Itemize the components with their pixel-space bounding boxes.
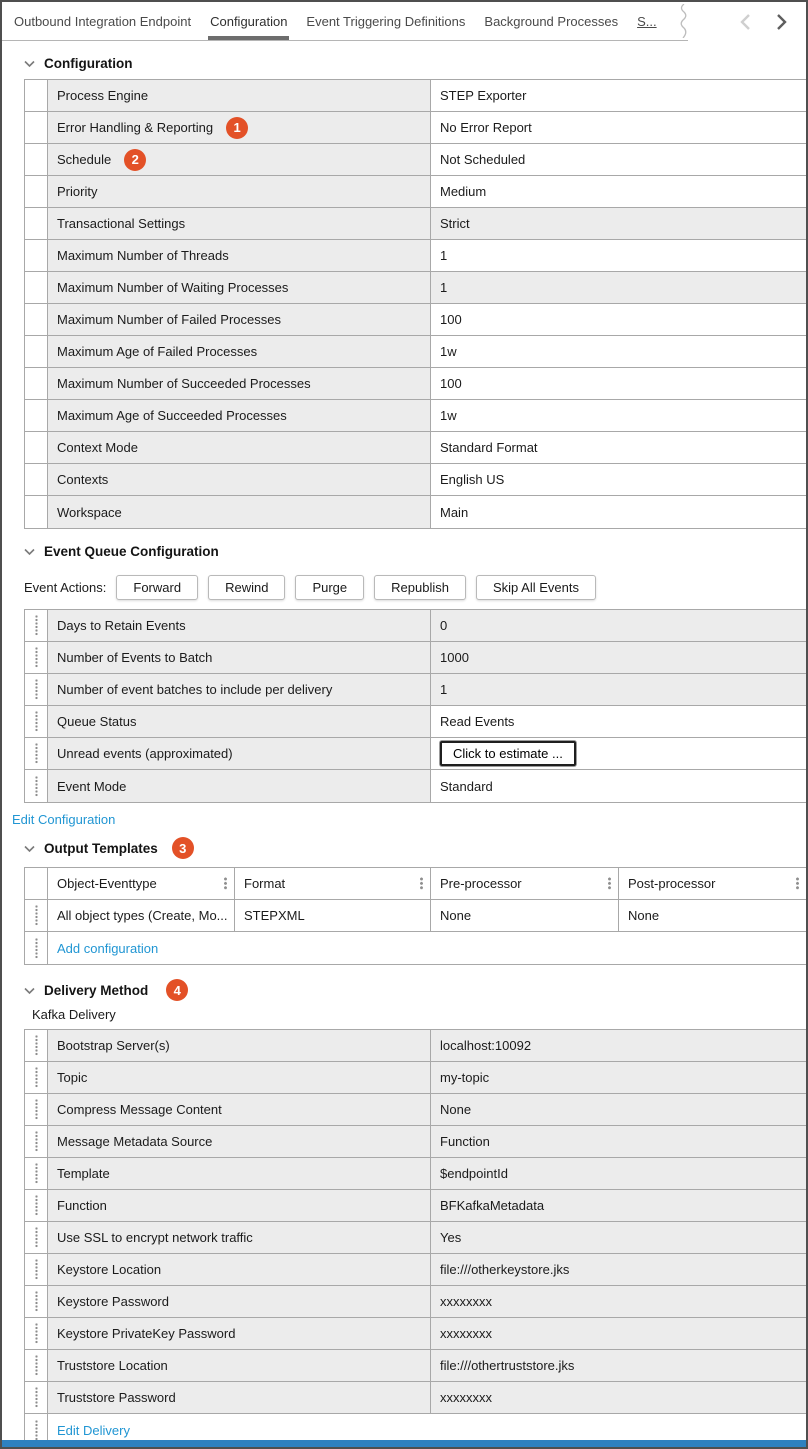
table-row: [25, 336, 806, 368]
row-label: [48, 368, 431, 399]
row-gutter: [25, 240, 48, 271]
row-value[interactable]: Standard: [440, 778, 493, 794]
row-label: [48, 610, 431, 641]
drag-handle[interactable]: [25, 610, 48, 641]
drag-dots-icon: [35, 679, 38, 700]
drag-handle[interactable]: [25, 900, 48, 931]
row-label: [48, 336, 431, 367]
row-value[interactable]: $endpointId: [431, 1158, 806, 1189]
table-row: [25, 1158, 806, 1190]
drag-handle[interactable]: [25, 1286, 48, 1317]
drag-dots-icon: [35, 1355, 38, 1376]
drag-dots-icon: [35, 743, 38, 764]
table-row: [25, 368, 806, 400]
column-menu-icon[interactable]: [224, 877, 227, 890]
skip-all-events-button[interactable]: Skip All Events: [476, 575, 596, 600]
tab-event-triggering-definitions[interactable]: Event Triggering Definitions: [306, 13, 466, 29]
drag-dots-icon: [35, 711, 38, 732]
row-value[interactable]: Main: [440, 504, 469, 520]
row-gutter: [25, 144, 48, 175]
click-to-estimate-button[interactable]: Click to estimate ...: [440, 741, 576, 766]
tab-bar: [2, 2, 806, 41]
section-configuration-header: [2, 41, 806, 79]
drag-dots-icon: [35, 1195, 38, 1216]
drag-dots-icon: [35, 938, 38, 959]
table-row: [25, 1062, 806, 1094]
drag-handle[interactable]: [25, 1414, 48, 1440]
row-label-text: Template: [57, 1166, 110, 1181]
row-value[interactable]: 100: [440, 312, 462, 327]
row-label: [48, 208, 431, 239]
row-gutter: [25, 208, 48, 239]
drag-handle[interactable]: [25, 1222, 48, 1253]
row-value[interactable]: my-topic: [431, 1062, 806, 1093]
row-label: [48, 674, 431, 705]
column-header-object-eventtype[interactable]: [48, 868, 235, 899]
column-menu-icon[interactable]: [420, 877, 423, 890]
tab-scrollers: [734, 2, 806, 41]
event-actions-bar: [2, 567, 806, 609]
add-configuration-link[interactable]: Add configuration: [57, 940, 159, 956]
collapse-event-queue-icon[interactable]: [24, 544, 35, 559]
row-gutter: [25, 400, 48, 431]
scroll-tabs-left-icon[interactable]: [734, 9, 756, 35]
tab-background-processes[interactable]: Background Processes: [484, 13, 619, 29]
row-value[interactable]: file:///otherkeystore.jks: [431, 1254, 806, 1285]
row-value[interactable]: xxxxxxxx: [431, 1382, 806, 1413]
table-row: [25, 432, 806, 464]
row-label-text: Function: [57, 1198, 107, 1213]
table-row: [25, 674, 806, 706]
drag-handle[interactable]: [25, 1126, 48, 1157]
row-gutter: [25, 496, 48, 528]
step-badge-2: 2: [124, 149, 146, 171]
row-label-text: Number of event batches to include per delivery: [57, 682, 333, 697]
row-label: [48, 272, 431, 303]
column-header-format[interactable]: [235, 868, 431, 899]
row-label: [48, 304, 431, 335]
row-gutter: [25, 336, 48, 367]
scroll-tabs-right-icon[interactable]: [770, 9, 792, 35]
table-row: [25, 610, 806, 642]
section-title: Event Queue Configuration: [44, 544, 219, 559]
section-delivery-method-header: [2, 965, 806, 1006]
row-value[interactable]: 1w: [440, 408, 457, 423]
row-label: [48, 496, 431, 528]
edit-configuration-link[interactable]: Edit Configuration: [12, 812, 116, 827]
drag-dots-icon: [35, 615, 38, 636]
row-value[interactable]: xxxxxxxx: [431, 1318, 806, 1349]
object-eventtype-cell[interactable]: All object types (Create, Mo...: [48, 900, 235, 931]
drag-dots-icon: [35, 776, 38, 797]
table-row: [25, 1318, 806, 1350]
table-row: [25, 464, 806, 496]
row-value[interactable]: Strict: [431, 208, 806, 239]
table-row: [25, 144, 806, 176]
row-label: [48, 80, 431, 111]
row-value[interactable]: STEP Exporter: [440, 88, 527, 103]
row-label-text: Use SSL to encrypt network traffic: [57, 1230, 253, 1245]
row-value[interactable]: 1: [431, 674, 806, 705]
row-gutter: [25, 464, 48, 495]
table-row: [25, 706, 806, 738]
tab-strip: [2, 2, 688, 41]
output-templates-table: [24, 867, 806, 965]
row-value[interactable]: No Error Report: [440, 120, 532, 135]
column-menu-icon[interactable]: [796, 877, 799, 890]
section-title: Output Templates: [44, 840, 158, 856]
drag-dots-icon: [35, 1323, 38, 1344]
row-label-text: Schedule: [57, 152, 112, 167]
row-value[interactable]: 1: [440, 248, 448, 263]
row-label: [48, 1158, 431, 1189]
purge-button[interactable]: Purge: [295, 575, 364, 600]
row-label-text: Maximum Number of Failed Processes: [57, 312, 281, 327]
column-header-text: Format: [244, 876, 286, 891]
drag-handle[interactable]: [25, 770, 48, 802]
format-cell[interactable]: STEPXML: [235, 900, 431, 931]
row-value[interactable]: localhost:10092: [431, 1030, 806, 1061]
delivery-table: [24, 1029, 806, 1440]
row-label-text: Compress Message Content: [57, 1102, 222, 1117]
row-label-text: Maximum Number of Succeeded Processes: [57, 376, 311, 391]
row-label: [48, 112, 431, 143]
row-value[interactable]: 0: [431, 610, 806, 641]
row-label-text: Contexts: [57, 472, 109, 487]
row-label-text: Maximum Number of Waiting Processes: [57, 280, 289, 295]
row-gutter: [25, 112, 48, 143]
row-label-text: Error Handling & Reporting: [57, 120, 214, 135]
row-label-text: Truststore Location: [57, 1358, 168, 1373]
table-row: [25, 1126, 806, 1158]
row-gutter: [25, 432, 48, 463]
row-label: [48, 1222, 431, 1253]
row-label: [48, 1286, 431, 1317]
row-gutter: [25, 304, 48, 335]
drag-dots-icon: [35, 1035, 38, 1056]
row-value[interactable]: English US: [440, 472, 505, 487]
torn-edge-icon: [678, 2, 688, 40]
row-label: [48, 1190, 431, 1221]
edit-delivery-row: [25, 1414, 806, 1440]
table-row: [25, 80, 806, 112]
section-event-queue-header: [2, 529, 806, 567]
row-gutter: [25, 176, 48, 207]
row-label-text: Process Engine: [57, 88, 149, 103]
pre-processor-cell[interactable]: None: [431, 900, 619, 931]
column-header-text: Object-Eventtype: [57, 876, 157, 891]
row-label-text: Days to Retain Events: [57, 618, 186, 633]
row-label: [48, 642, 431, 673]
drag-handle[interactable]: [25, 1158, 48, 1189]
row-label-text: Number of Events to Batch: [57, 650, 213, 665]
section-title: Delivery Method: [44, 982, 149, 998]
drag-dots-icon: [35, 1067, 38, 1088]
row-label: [48, 1094, 431, 1125]
tab-configuration[interactable]: Configuration: [210, 2, 287, 40]
tab-outbound-integration-endpoint[interactable]: Outbound Integration Endpoint: [14, 13, 192, 29]
row-label-text: Maximum Age of Succeeded Processes: [57, 408, 287, 423]
row-value[interactable]: Read Events: [440, 714, 515, 729]
row-label: [48, 144, 431, 175]
table-row: [25, 738, 806, 770]
drag-dots-icon: [35, 1131, 38, 1152]
row-label-text: Maximum Number of Threads: [57, 248, 229, 263]
row-value: [431, 738, 806, 769]
row-label: [48, 1382, 431, 1413]
row-label-text: Bootstrap Server(s): [57, 1038, 170, 1053]
republish-button[interactable]: Republish: [374, 575, 466, 600]
drag-dots-icon: [35, 1163, 38, 1184]
table-row: [25, 240, 806, 272]
row-label: [48, 464, 431, 495]
table-row: [25, 642, 806, 674]
row-label-text: Keystore Location: [57, 1262, 162, 1277]
configuration-table: [24, 79, 806, 529]
table-row: [25, 1382, 806, 1414]
edit-delivery-cell: [48, 1414, 806, 1440]
row-label: [48, 1318, 431, 1349]
row-label-text: Topic: [57, 1070, 88, 1085]
forward-button[interactable]: Forward: [116, 575, 198, 600]
row-value[interactable]: 1: [431, 272, 806, 303]
row-value[interactable]: 100: [440, 376, 462, 391]
row-label-text: Queue Status: [57, 714, 137, 729]
table-row: [25, 1350, 806, 1382]
row-value[interactable]: Yes: [431, 1222, 806, 1253]
row-label: [48, 706, 431, 737]
drag-handle[interactable]: [25, 932, 48, 964]
row-label: [48, 176, 431, 207]
row-gutter: [25, 368, 48, 399]
drag-dots-icon: [35, 905, 38, 926]
table-row: [25, 304, 806, 336]
row-label-text: Context Mode: [57, 440, 138, 455]
table-row: [25, 400, 806, 432]
row-value[interactable]: Not Scheduled: [440, 152, 526, 167]
edit-delivery-link[interactable]: Edit Delivery: [57, 1422, 130, 1438]
add-configuration-row: [25, 932, 806, 964]
drag-dots-icon: [35, 1420, 38, 1441]
header-gutter: [25, 868, 48, 899]
row-label: [48, 240, 431, 271]
row-label-text: Keystore PrivateKey Password: [57, 1326, 236, 1341]
add-configuration-cell: [48, 932, 806, 964]
collapse-delivery-method-icon[interactable]: [24, 983, 35, 998]
table-header-row: [25, 868, 806, 900]
post-processor-cell[interactable]: None: [628, 908, 660, 923]
row-value[interactable]: Standard Format: [440, 440, 538, 455]
table-row: [25, 1094, 806, 1126]
collapse-output-templates-icon[interactable]: [24, 841, 35, 856]
row-label: [48, 1126, 431, 1157]
column-menu-icon[interactable]: [608, 877, 611, 890]
rewind-button[interactable]: Rewind: [208, 575, 285, 600]
row-label-text: Unread events (approximated): [57, 746, 233, 761]
table-row: [25, 112, 806, 144]
drag-handle[interactable]: [25, 1254, 48, 1285]
step-badge-4: 4: [166, 979, 188, 1001]
column-header-post-processor[interactable]: [619, 868, 806, 899]
table-row: [25, 176, 806, 208]
row-label-text: Transactional Settings: [57, 216, 186, 231]
row-label: [48, 432, 431, 463]
drag-dots-icon: [35, 1291, 38, 1312]
column-header-text: Post-processor: [628, 876, 716, 891]
row-gutter: [25, 80, 48, 111]
row-label-text: Message Metadata Source: [57, 1134, 213, 1149]
event-actions-label: Event Actions:: [24, 580, 107, 595]
column-header-pre-processor[interactable]: [431, 868, 619, 899]
row-label-text: Maximum Age of Failed Processes: [57, 344, 258, 359]
drag-handle[interactable]: [25, 1382, 48, 1413]
section-title: Configuration: [44, 56, 133, 71]
row-label: [48, 1350, 431, 1381]
row-value[interactable]: Medium: [440, 184, 487, 199]
row-label: [48, 1062, 431, 1093]
row-label-text: Event Mode: [57, 778, 127, 794]
tab-truncated[interactable]: S...: [637, 13, 657, 29]
row-label: [48, 770, 431, 802]
bottom-status-bar: [2, 1440, 806, 1447]
row-value[interactable]: 1w: [440, 344, 457, 359]
row-value[interactable]: Function: [431, 1126, 806, 1157]
row-label-text: Keystore Password: [57, 1294, 169, 1309]
delivery-type-label: Kafka Delivery: [32, 1007, 116, 1022]
step-badge-3: 3: [172, 837, 194, 859]
table-row: [25, 900, 806, 932]
table-row: [25, 496, 806, 528]
drag-handle[interactable]: [25, 1190, 48, 1221]
drag-handle[interactable]: [25, 1094, 48, 1125]
table-row: [25, 1286, 806, 1318]
row-label: [48, 1254, 431, 1285]
table-row: [25, 770, 806, 802]
row-label-text: Priority: [57, 184, 98, 199]
section-output-templates-header: [2, 829, 806, 867]
table-row: [25, 1254, 806, 1286]
drag-handle[interactable]: [25, 642, 48, 673]
drag-dots-icon: [35, 1227, 38, 1248]
row-label: [48, 738, 431, 769]
table-row: [25, 1222, 806, 1254]
table-row: [25, 208, 806, 240]
row-label-text: Workspace: [57, 504, 122, 520]
row-value[interactable]: xxxxxxxx: [431, 1286, 806, 1317]
row-label-text: Truststore Password: [57, 1390, 176, 1405]
table-row: [25, 1030, 806, 1062]
row-value[interactable]: None: [431, 1094, 806, 1125]
row-label: [48, 1030, 431, 1061]
drag-dots-icon: [35, 647, 38, 668]
column-header-text: Pre-processor: [440, 876, 522, 891]
drag-dots-icon: [35, 1259, 38, 1280]
row-value[interactable]: file:///othertruststore.jks: [431, 1350, 806, 1381]
drag-handle[interactable]: [25, 1318, 48, 1349]
row-value[interactable]: 1000: [431, 642, 806, 673]
row-value[interactable]: BFKafkaMetadata: [431, 1190, 806, 1221]
row-label: [48, 400, 431, 431]
table-row: [25, 1190, 806, 1222]
drag-dots-icon: [35, 1387, 38, 1408]
event-queue-table: [24, 609, 806, 803]
drag-handle[interactable]: [25, 706, 48, 737]
table-row: [25, 272, 806, 304]
drag-handle[interactable]: [25, 738, 48, 769]
drag-dots-icon: [35, 1099, 38, 1120]
row-gutter: [25, 272, 48, 303]
drag-handle[interactable]: [25, 674, 48, 705]
drag-handle[interactable]: [25, 1062, 48, 1093]
drag-handle[interactable]: [25, 1350, 48, 1381]
collapse-configuration-icon[interactable]: [24, 56, 35, 71]
drag-handle[interactable]: [25, 1030, 48, 1061]
step-badge-1: 1: [226, 117, 248, 139]
